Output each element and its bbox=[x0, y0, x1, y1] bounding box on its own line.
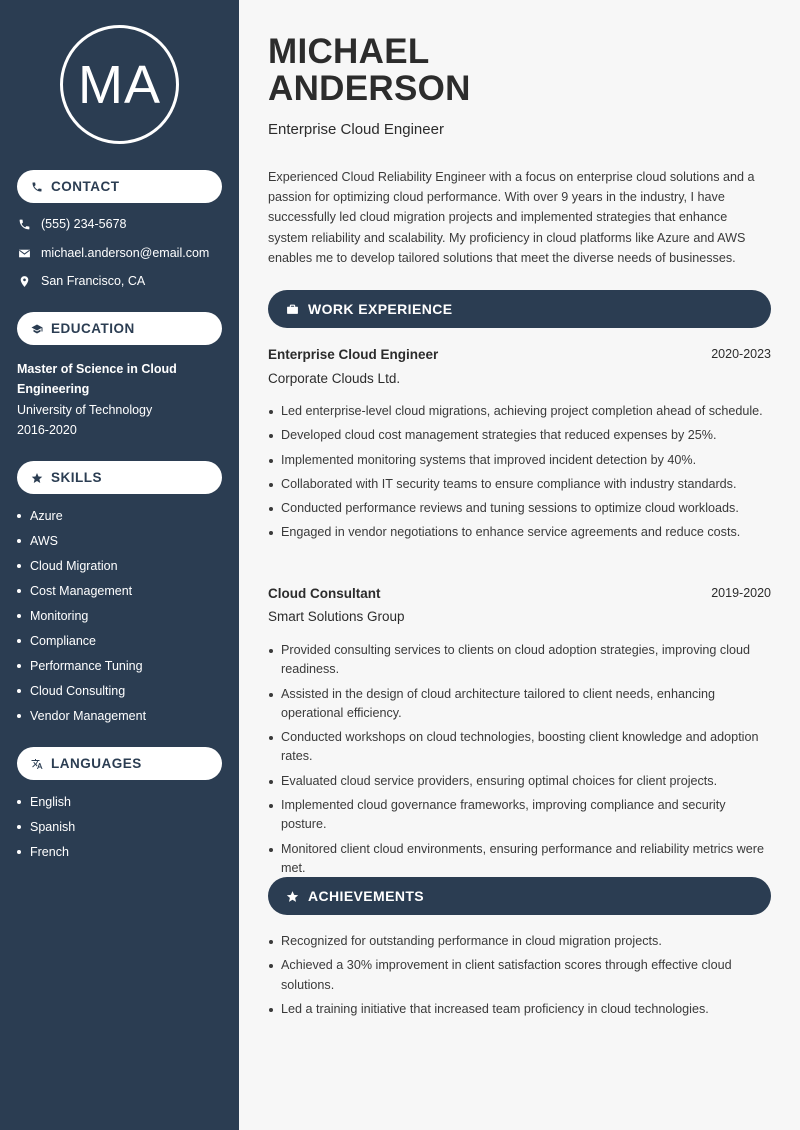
job-bullet: Monitored client cloud environments, ensuring performance and reliability metrics were met. bbox=[268, 840, 768, 879]
phone-icon bbox=[31, 181, 43, 193]
job-bullet: Engaged in vendor negotiations to enhance service agreements and reduce costs. bbox=[268, 523, 768, 542]
skills-list bbox=[17, 504, 146, 728]
star-icon bbox=[31, 472, 43, 484]
monogram-avatar: MA bbox=[60, 25, 179, 144]
job-bullet: Assisted in the design of cloud architecture tailored to client needs, enhancing operational efficiency. bbox=[268, 685, 768, 724]
translate-icon bbox=[31, 758, 43, 770]
achievement-item: Recognized for outstanding performance in cloud migration projects. bbox=[268, 932, 768, 951]
work-experience-heading bbox=[268, 290, 771, 328]
skills-heading bbox=[17, 461, 222, 494]
contact-heading-label: CONTACT bbox=[51, 179, 120, 194]
name-last: ANDERSON bbox=[268, 69, 471, 108]
language-item: French bbox=[17, 840, 75, 865]
sidebar bbox=[0, 0, 239, 1130]
skills-heading-label: SKILLS bbox=[51, 470, 103, 485]
achievements-list bbox=[268, 932, 768, 1024]
job-dates: 2020-2023 bbox=[711, 347, 771, 361]
skill-item: Cloud Consulting bbox=[17, 678, 146, 703]
education-degree: Master of Science in Cloud Engineering bbox=[17, 362, 177, 396]
job-title: Cloud Consultant bbox=[268, 586, 381, 601]
skill-item: Azure bbox=[17, 504, 146, 529]
contact-location-text: San Francisco, CA bbox=[41, 274, 146, 288]
contact-phone-text: (555) 234-5678 bbox=[41, 217, 127, 231]
job-company: Corporate Clouds Ltd. bbox=[268, 371, 401, 386]
job-bullet: Implemented cloud governance frameworks, improving compliance and security posture. bbox=[268, 796, 768, 835]
work-experience-heading-label: WORK EXPERIENCE bbox=[308, 301, 453, 317]
contact-phone bbox=[17, 217, 126, 231]
skill-item: AWS bbox=[17, 529, 146, 554]
star-icon bbox=[286, 890, 299, 903]
languages-list bbox=[17, 790, 75, 865]
candidate-role: Enterprise Cloud Engineer bbox=[268, 121, 444, 138]
education-heading bbox=[17, 312, 222, 345]
education-school: University of Technology bbox=[17, 403, 153, 417]
briefcase-icon bbox=[286, 303, 299, 316]
job-company: Smart Solutions Group bbox=[268, 609, 405, 624]
job-bullet: Evaluated cloud service providers, ensuring optimal choices for client projects. bbox=[268, 772, 768, 791]
job-bullet: Provided consulting services to clients on cloud adoption strategies, improving cloud readiness. bbox=[268, 641, 768, 680]
job-bullets bbox=[268, 402, 768, 548]
job-bullet: Implemented monitoring systems that improved incident detection by 40%. bbox=[268, 451, 768, 470]
job-bullet: Conducted performance reviews and tuning sessions to optimize cloud workloads. bbox=[268, 499, 768, 518]
job-dates: 2019-2020 bbox=[711, 586, 771, 600]
job-bullet: Conducted workshops on cloud technologies, boosting client knowledge and adoption rates. bbox=[268, 728, 768, 767]
skill-item: Cloud Migration bbox=[17, 554, 146, 579]
map-pin-icon bbox=[17, 274, 31, 288]
skill-item: Cost Management bbox=[17, 579, 146, 604]
candidate-name bbox=[268, 33, 471, 107]
achievements-heading-label: ACHIEVEMENTS bbox=[308, 888, 425, 904]
skill-item: Vendor Management bbox=[17, 703, 146, 728]
language-item: Spanish bbox=[17, 815, 75, 840]
contact-heading bbox=[17, 170, 222, 203]
phone-icon bbox=[17, 217, 31, 231]
job-bullet: Led enterprise-level cloud migrations, achieving project completion ahead of schedule. bbox=[268, 402, 768, 421]
job-bullet: Collaborated with IT security teams to ensure compliance with industry standards. bbox=[268, 475, 768, 494]
skill-item: Performance Tuning bbox=[17, 653, 146, 678]
achievement-item: Led a training initiative that increased team proficiency in cloud technologies. bbox=[268, 1000, 768, 1019]
profile-summary: Experienced Cloud Reliability Engineer with a focus on enterprise cloud solutions and a passion for optimizing cloud performance. With over 9 years in the industry, I have successfully led cloud migration projects and implemented strategies that enhance system reliability and scalability. My proficiency in cloud platforms like Azure and AWS enables me to develop tailored solutions that meet the diverse needs of businesses. bbox=[268, 170, 755, 265]
achievements-heading bbox=[268, 877, 771, 915]
name-first: MICHAEL bbox=[268, 32, 430, 71]
contact-email-text[interactable]: michael.anderson@email.com bbox=[41, 246, 210, 260]
achievement-item: Achieved a 30% improvement in client satisfaction scores through effective cloud solutions. bbox=[268, 956, 768, 995]
contact-location bbox=[17, 274, 145, 288]
education-heading-label: EDUCATION bbox=[51, 321, 135, 336]
job-bullets bbox=[268, 641, 768, 883]
graduation-cap-icon bbox=[31, 323, 43, 335]
languages-heading bbox=[17, 747, 222, 780]
skill-item: Compliance bbox=[17, 628, 146, 653]
education-years: 2016-2020 bbox=[17, 423, 77, 437]
languages-heading-label: LANGUAGES bbox=[51, 756, 142, 771]
skill-item: Monitoring bbox=[17, 604, 146, 629]
language-item: English bbox=[17, 790, 75, 815]
job-title: Enterprise Cloud Engineer bbox=[268, 347, 439, 362]
envelope-icon bbox=[17, 246, 31, 260]
job-bullet: Developed cloud cost management strategies that reduced expenses by 25%. bbox=[268, 426, 768, 445]
contact-email[interactable] bbox=[17, 246, 209, 260]
